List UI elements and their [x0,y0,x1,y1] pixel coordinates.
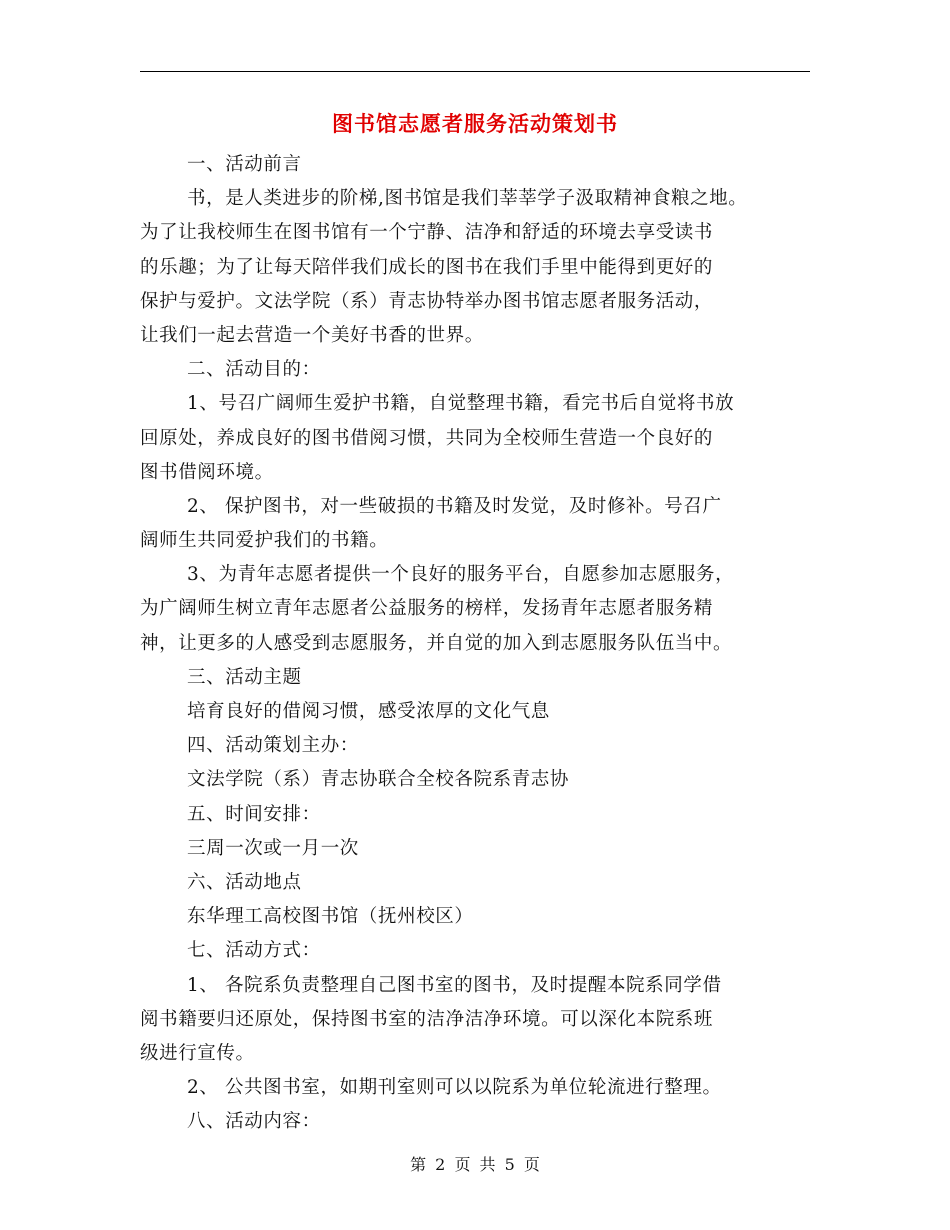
paragraph-line: 让我们一起去营造一个美好书香的世界。 [140,324,484,346]
paragraph-line: 培育良好的借阅习惯，感受浓厚的文化气息 [187,701,550,722]
paragraph-line: 东华理工高校图书馆（抚州校区） [187,906,474,928]
paragraph-line: 阔师生共同爱护我们的书籍。 [140,530,389,552]
heading-method: 七、活动方式： [187,940,321,962]
paragraph-line: 3、为青年志愿者提供一个良好的服务平台，自愿参加志愿服务， [187,564,735,586]
page-number: 第 2 页 共 5 页 [410,1155,540,1174]
paragraph-line: 三周一次或一月一次 [187,837,359,859]
paragraph-line: 1、 各院系负责整理自己图书室的图书，及时提醒本院系同学借 [187,974,722,996]
heading-content: 八、活动内容： [187,1111,321,1133]
header-rule [140,71,810,72]
paragraph-line: 回原处，养成良好的图书借阅习惯，共同为全校师生营造一个良好的 [140,427,714,449]
heading-theme: 三、活动主题 [187,666,302,688]
heading-location: 六、活动地点 [187,871,302,893]
document-title: 图书馆志愿者服务活动策划书 [332,111,618,136]
heading-organizer: 四、活动策划主办： [187,735,359,757]
heading-preface: 一、活动前言 [187,154,302,175]
document-body [140,148,830,1139]
paragraph-line: 保护与爱护。文法学院（系）青志协特举办图书馆志愿者服务活动， [140,290,714,312]
paragraph-line: 神，让更多的人感受到志愿服务，并自觉的加入到志愿服务队伍当中。 [140,632,733,654]
paragraph-line: 级进行宣传。 [140,1042,255,1064]
paragraph-line: 2、 保护图书，对一些破损的书籍及时发觉，及时修补。号召广 [187,495,722,517]
paragraph-line: 为了让我校师生在图书馆有一个宁静、洁净和舒适的环境去享受读书 [140,222,714,244]
paragraph-line: 阅书籍要归还原处，保持图书室的洁净洁净环境。可以深化本院系班 [140,1008,714,1030]
paragraph-line: 的乐趣；为了让每天陪伴我们成长的图书在我们手里中能得到更好的 [140,256,714,278]
paragraph-line: 文法学院（系）青志协联合全校各院系青志协 [187,769,570,791]
paragraph-line: 书，是人类进步的阶梯,图书馆是我们莘莘学子汲取精神食粮之地。 [187,188,748,210]
heading-purpose: 二、活动目的： [187,359,321,381]
paragraph-line: 2、 公共图书室，如期刊室则可以以院系为单位轮流进行整理。 [187,1077,722,1099]
paragraph-line: 1、号召广阔师生爱护书籍，自觉整理书籍，看完书后自觉将书放 [187,393,735,415]
paragraph-line: 图书借阅环境。 [140,461,274,483]
heading-schedule: 五、时间安排： [187,803,321,825]
paragraph-line: 为广阔师生树立青年志愿者公益服务的榜样，发扬青年志愿者服务精 [140,598,714,620]
